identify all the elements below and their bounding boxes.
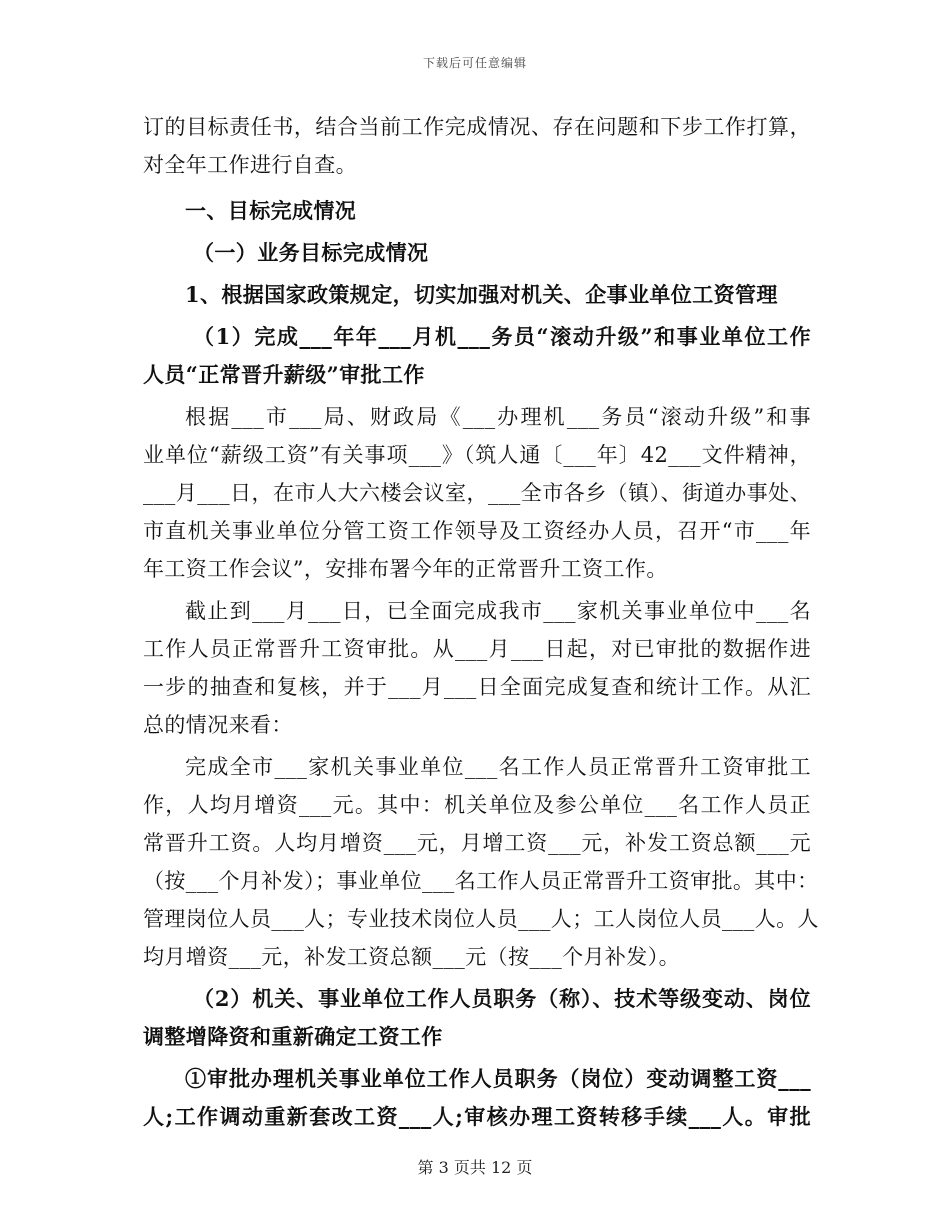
header-note: 下载后可任意编辑 xyxy=(422,56,527,70)
paragraph-line: 均月增资___元，补发工资总额___元（按___个月补发）。 xyxy=(143,945,680,969)
subitem-heading: （1）完成___年年___月机___务员“滚动升级”和事业单位工作 xyxy=(193,324,811,349)
paragraph-line: 作，人均月增资___元。其中：机关单位及参公单位___名工作人员正 xyxy=(143,793,811,817)
subsection-heading: （一）业务目标完成情况 xyxy=(193,240,429,265)
paragraph-line: 截止到___月___日，已全面完成我市___家机关事业单位中___名 xyxy=(185,599,811,623)
paragraph-line: 工作人员正常晋升工资审批。从___月___日起，对已审批的数据作进 xyxy=(143,637,811,661)
paragraph-line: 人;工作调动重新套改工资___人;审核办理工资转移手续___人。审批 xyxy=(143,1104,811,1129)
paragraph-line: 管理岗位人员___人；专业技术岗位人员___人；工人岗位人员___人。人 xyxy=(143,907,819,931)
subitem-heading: 人员“正常晋升薪级”审批工作 xyxy=(143,362,425,387)
paragraph-line: 市直机关事业单位分管工资工作领导及工资经办人员，召开“市___年 xyxy=(143,519,811,543)
section-heading: 一、目标完成情况 xyxy=(185,198,357,223)
subitem-heading: （2）机关、事业单位工作人员职务（称）、技术等级变动、岗位 xyxy=(193,986,811,1011)
paragraph-line: 业单位“薪级工资”有关事项___》（筑人通〔___年〕42___文件精神， xyxy=(143,443,811,467)
paragraph-line: ___月___日，在市人大六楼会议室，___全市各乡（镇）、街道办事处、 xyxy=(143,481,811,505)
paragraph-line: 年工资工作会议”，安排布署今年的正常晋升工资工作。 xyxy=(143,557,668,581)
paragraph-line: 总的情况来看： xyxy=(143,713,293,737)
paragraph-line: 对全年工作进行自查。 xyxy=(143,153,357,177)
paragraph-line: 一步的抽查和复核，并于___月___日全面完成复查和统计工作。从汇 xyxy=(143,675,811,699)
paragraph-line: 常晋升工资。人均月增资___元，月增工资___元，补发工资总额___元 xyxy=(143,831,811,855)
item-heading: 1、根据国家政策规定，切实加强对机关、企事业单位工资管理 xyxy=(185,282,778,307)
page-number: 第 3 页共 12 页 xyxy=(417,1158,533,1177)
paragraph-line: 根据___市___局、财政局《___办理机___务员“滚动升级”和事 xyxy=(185,405,811,429)
document-body xyxy=(143,108,819,1136)
paragraph-line: 订的目标责任书，结合当前工作完成情况、存在问题和下步工作打算， xyxy=(143,115,811,139)
paragraph-line: （按___个月补发）；事业单位___名工作人员正常晋升工资审批。其中： xyxy=(143,869,819,893)
subitem-heading: 调整增降资和重新确定工资工作 xyxy=(143,1024,443,1049)
paragraph-line: 完成全市___家机关事业单位___名工作人员正常晋升工资审批工 xyxy=(185,755,811,779)
paragraph-line: ①审批办理机关事业单位工作人员职务（岗位）变动调整工资___ xyxy=(185,1066,811,1091)
